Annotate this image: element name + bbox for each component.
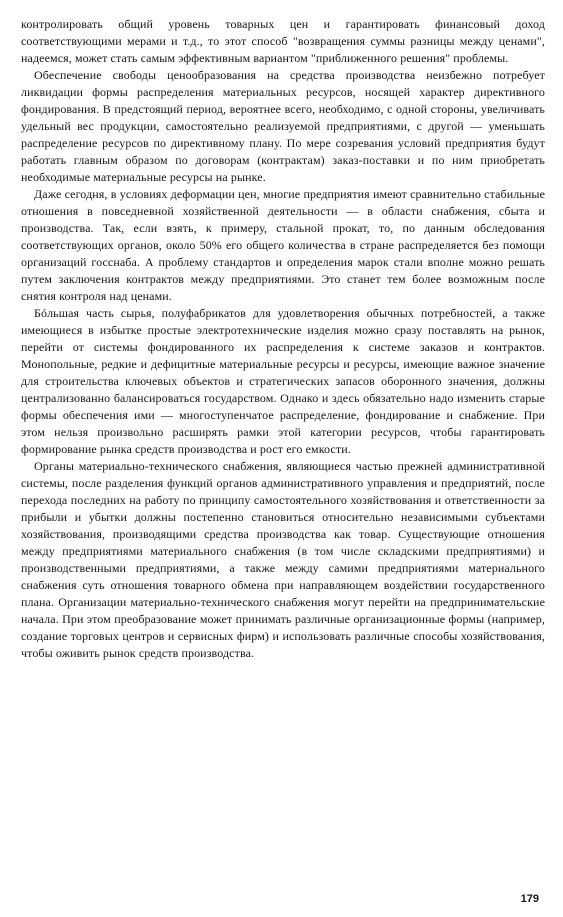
page-number: 179 <box>520 893 539 905</box>
paragraph-stable-relations: Даже сегодня, в условиях деформации цен, многие предприятия имеют сравнительно стабильные отношения в повседневной хозяйственной деятельности — в области снабжения, сбыта и производства. Так, если взять, к примеру, стальной прокат, то, по данным обследования соответствующих органов, около 50% его общего количества в стране распределяется без помощи организаций госснаба. А проблему стандартов и определения марок стали вполне можно решать путем заключения контрактов между предприятиями. Это станет тем более возможным после снятия контроля над ценами. <box>21 187 545 303</box>
paragraph-raw-materials: Бóльшая часть сырья, полуфабрикатов для удовлетворения обычных потребностей, а также имеющиеся в избытке простые электротехнические изделия можно сразу поставлять на рынок, перейти от системы фондированного их распределения к системе заказов и контрактов. Монопольные, редкие и дефицитные материальные ресурсы и ресурсы, имеющие важное значение для строительства ключевых объектов и стратегических запасов оборонного значения, должны централизованно балансироваться государством. Однако и здесь обязательно надо изменить старые формы обеспечения ими — многоступенчатое распределение, фондирование и снабжение. При этом нельзя произвольно расширять рамки этой категории ресурсов, чтобы гарантировать формирование рынка средств производства и рост его емкости. <box>21 306 545 456</box>
paragraph-price-freedom: Обеспечение свободы ценообразования на средства производства неизбежно потребует ликвидации формы распределения материальных ресурсов, носящей характер директивного фондирования. В предстоящий период, вероятнее всего, необходимо, с одной стороны, увеличивать удельный вес продукции, самостоятельно реализуемой предприятиями, с другой — уменьшать распределение ресурсов по директивному плану. По мере созревания условий предприятия будут работать главным образом по договорам (контрактам) заказ-поставки и по ним приобретать необходимые материальные ресурсы на рынке. <box>21 68 545 184</box>
document-page <box>21 16 545 896</box>
paragraph-continuation: контролировать общий уровень товарных цен и гарантировать финансовый доход соответствующими мерами и т.д., то этот способ "возвращения суммы разницы между ценами", надеемся, может стать самым эффективным вариантом "приближенного решения" проблемы. <box>21 17 545 65</box>
paragraph-supply-organs: Органы материально-технического снабжения, являющиеся частью прежней административной системы, после разделения функций органов административного управления и предприятий, после перехода последних на работу по принципу самостоятельного хозяйствования и ответственности за прибыли и убытки должны постепенно становиться относительно независимыми субъектами хозяйствования, производящими средства производства как товар. Существующие отношения между предприятиями материального снабжения (в том числе складскими предприятиями) и производственными предприятиями, а также между самими предприятиями материального снабжения суть отношения товарного обмена при направляющем воздействии государственного плана. Организации материально-технического снабжения могут перейти на предпринимательские начала. При этом преобразование может принимать различные организационные формы (например, создание торговых центров и сервисных фирм) и использовать различные способы хозяйствования, чтобы оживить рынок средств производства. <box>21 459 545 660</box>
